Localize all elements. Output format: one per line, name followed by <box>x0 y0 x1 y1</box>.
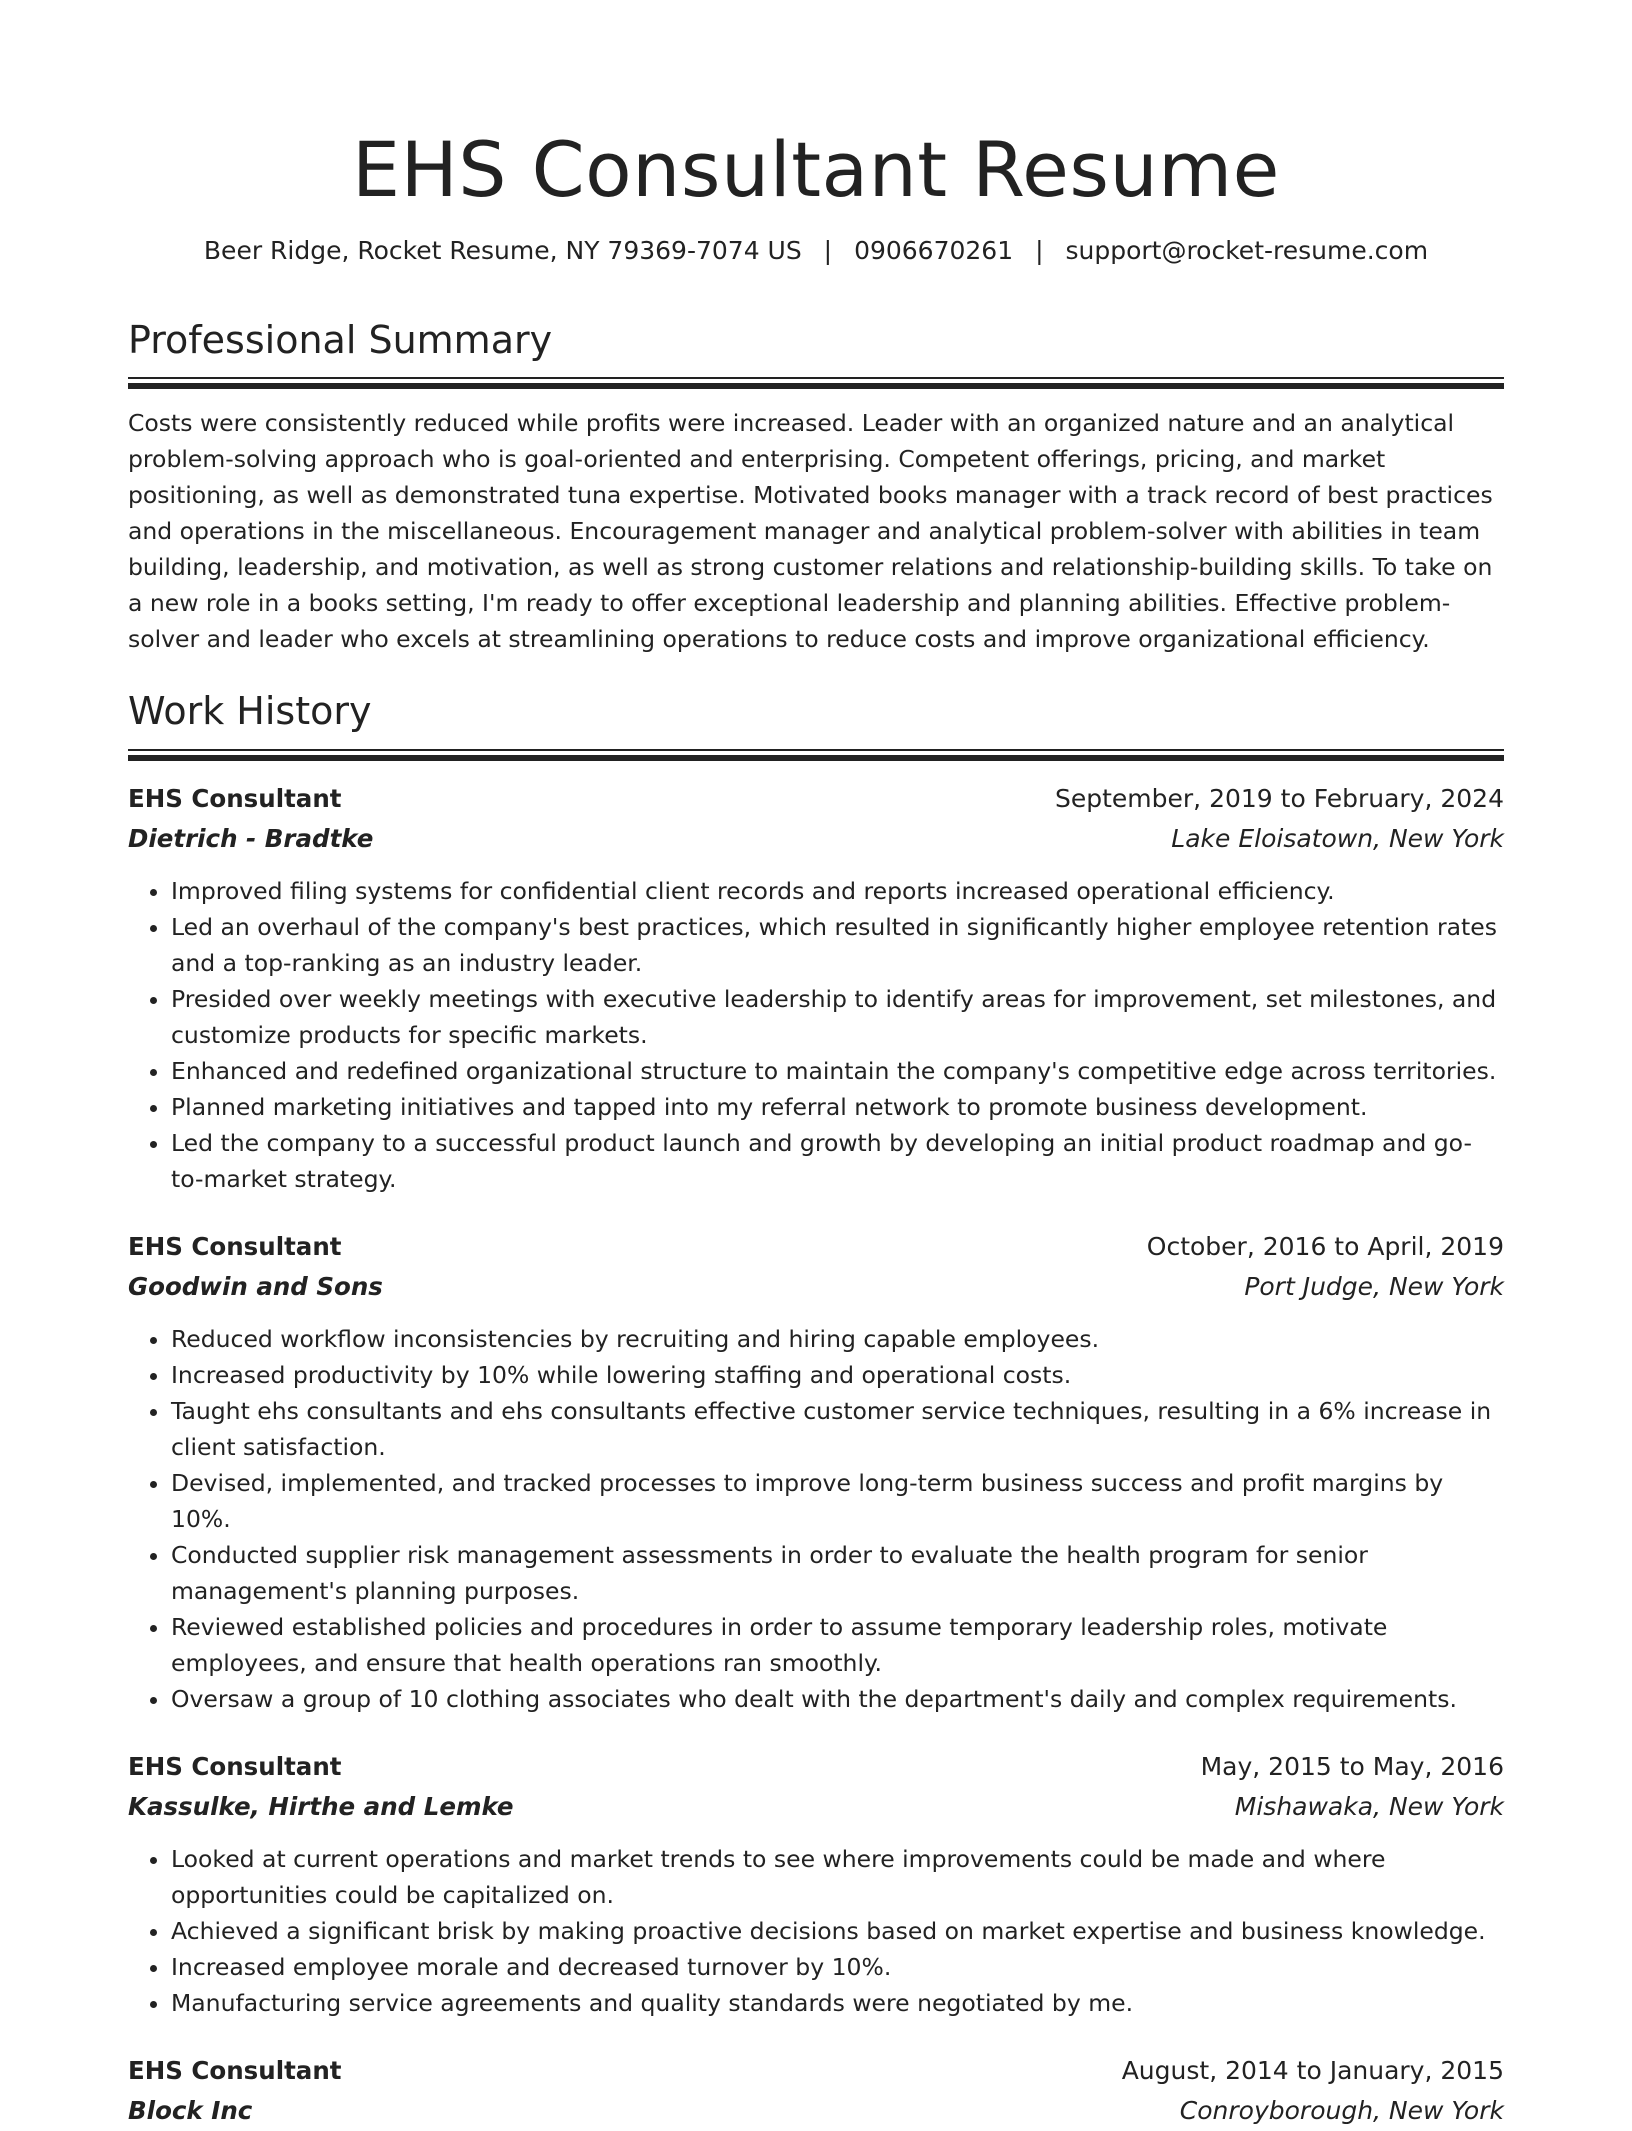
job-dates: October, 2016 to April, 2019 <box>1146 1231 1504 1261</box>
job-entry <box>128 779 1504 1197</box>
job-dates: August, 2014 to January, 2015 <box>1121 2055 1504 2085</box>
job-entry <box>128 1227 1504 1717</box>
section-divider <box>128 377 1504 389</box>
job-title: EHS Consultant <box>128 2055 342 2085</box>
job-location: Port Judge, New York <box>1244 1271 1504 1301</box>
job-bullet: • Devised, implemented, and tracked processes to improve long-term business success and profit margins by 10%. <box>171 1465 1504 1537</box>
job-bullet-list <box>128 1321 1504 1717</box>
contact-address: Beer Ridge, Rocket Resume, NY 79369-7074 US <box>203 236 802 266</box>
professional-summary-section <box>128 318 1504 658</box>
job-bullet-list <box>128 873 1504 1197</box>
section-divider <box>128 749 1504 761</box>
job-bullet: • Increased productivity by 10% while lowering staffing and operational costs. <box>171 1357 1504 1393</box>
job-title: EHS Consultant <box>128 1231 342 1261</box>
contact-separator: | <box>1035 236 1044 266</box>
contact-email: support@rocket-resume.com <box>1065 236 1429 266</box>
job-list <box>128 779 1504 2131</box>
job-bullet: • Led the company to a successful product launch and growth by developing an initial product roadmap and go-to-market strategy. <box>171 1125 1504 1197</box>
job-header-row <box>128 1747 1504 1787</box>
job-bullet: • Reviewed established policies and procedures in order to assume temporary leadership roles, motivate employees, and ensure that health operations ran smoothly. <box>171 1609 1504 1681</box>
job-location: Conroyborough, New York <box>1179 2095 1504 2125</box>
job-bullet: • Led an overhaul of the company's best practices, which resulted in significantly higher employee retention rates and a top-ranking as an industry leader. <box>171 909 1504 981</box>
job-bullet: • Achieved a significant brisk by making proactive decisions based on market expertise and business knowledge. <box>171 1913 1504 1949</box>
job-company-row <box>128 1787 1504 1827</box>
job-bullet: • Looked at current operations and market trends to see where improvements could be made and where opportunities could be capitalized on. <box>171 1841 1504 1913</box>
job-company-row <box>128 1267 1504 1307</box>
job-company: Block Inc <box>128 2095 253 2125</box>
job-title: EHS Consultant <box>128 783 342 813</box>
job-bullet: • Increased employee morale and decreased turnover by 10%. <box>171 1949 1504 1985</box>
job-header-row <box>128 2051 1504 2091</box>
job-location: Mishawaka, New York <box>1234 1791 1504 1821</box>
job-bullet: • Conducted supplier risk management assessments in order to evaluate the health program for senior management's planning purposes. <box>171 1537 1504 1609</box>
section-heading: Work History <box>128 689 372 734</box>
contact-separator: | <box>823 236 833 266</box>
contact-line <box>128 235 1504 268</box>
job-title: EHS Consultant <box>128 1751 342 1781</box>
job-bullet: • Manufacturing service agreements and quality standards were negotiated by me. <box>171 1985 1504 2021</box>
job-company-row <box>128 819 1504 859</box>
job-location: Lake Eloisatown, New York <box>1171 823 1504 853</box>
job-company: Kassulke, Hirthe and Lemke <box>128 1791 514 1821</box>
job-dates: September, 2019 to February, 2024 <box>1055 783 1504 813</box>
job-bullet: • Reduced workflow inconsistencies by recruiting and hiring capable employees. <box>171 1321 1504 1357</box>
job-header-row <box>128 1227 1504 1267</box>
job-header-row <box>128 779 1504 819</box>
job-bullet: • Improved filing systems for confidential client records and reports increased operational efficiency. <box>171 873 1504 909</box>
job-bullet: • Presided over weekly meetings with executive leadership to identify areas for improvement, set milestones, and customize products for specific markets. <box>171 981 1504 1053</box>
job-bullet: • Enhanced and redefined organizational structure to maintain the company's competitive edge across territories. <box>171 1053 1504 1089</box>
job-bullet: • Taught ehs consultants and ehs consultants effective customer service techniques, resulting in a 6% increase in client satisfaction. <box>171 1393 1504 1465</box>
job-entry <box>128 1747 1504 2021</box>
job-bullet: • Planned marketing initiatives and tapped into my referral network to promote business development. <box>171 1089 1504 1125</box>
summary-text: Costs were consistently reduced while profits were increased. Leader with an organized nature and an analytical problem-solving approach who is goal-oriented and enterprising. Competent offerings, pricing, and market positioning, as well as demonstrated tuna expertise. Motivated books manager with a track record of best practices and operations in the miscellaneous. Encouragement manager and analytical problem-solver with abilities in team building, leadership, and motivation, as well as strong customer relations and relationship-building skills. To take on a new role in a books setting, I'm ready to offer exceptional leadership and planning abilities. Effective problem-solver and leader who excels at streamlining operations to reduce costs and improve organizational efficiency. <box>128 409 1493 654</box>
job-company-row <box>128 2091 1504 2131</box>
page-title: EHS Consultant Resume <box>352 125 1280 214</box>
job-dates: May, 2015 to May, 2016 <box>1200 1751 1504 1781</box>
job-company: Dietrich - Bradtke <box>128 823 374 853</box>
job-entry <box>128 2051 1504 2131</box>
work-history-section <box>128 689 1504 2131</box>
section-heading: Professional Summary <box>128 317 553 362</box>
job-bullet: • Oversaw a group of 10 clothing associates who dealt with the department's daily and complex requirements. <box>171 1681 1504 1717</box>
job-company: Goodwin and Sons <box>128 1271 383 1301</box>
contact-phone: 0906670261 <box>854 236 1014 266</box>
job-bullet-list <box>128 1841 1504 2021</box>
